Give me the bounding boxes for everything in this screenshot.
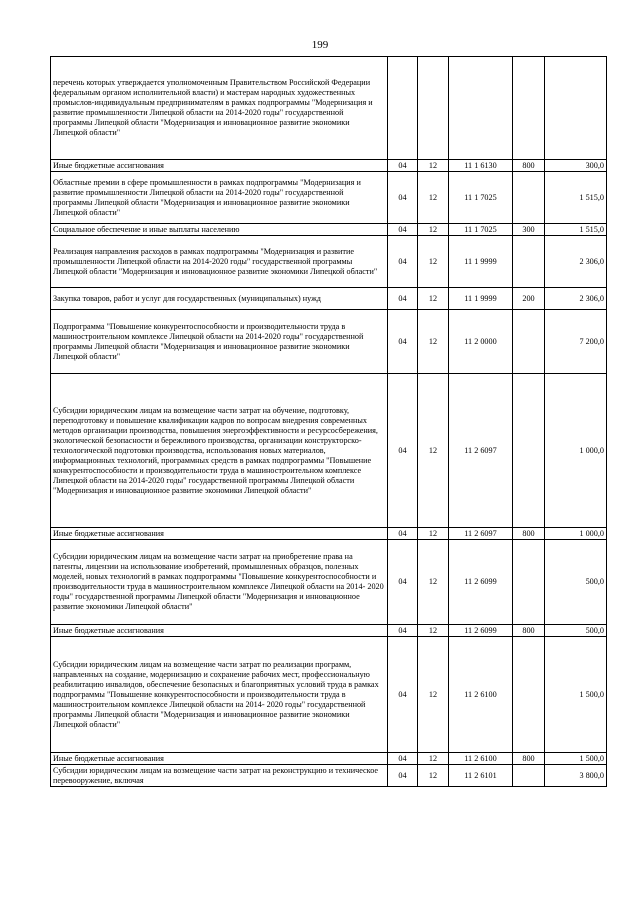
table-row [51, 753, 607, 765]
section-cell: 04 [388, 236, 418, 288]
expense-type-cell: 200 [513, 288, 545, 310]
table-row [51, 374, 607, 528]
target-article-cell: 11 2 6100 [449, 753, 513, 765]
amount-cell: 1 500,0 [545, 637, 607, 753]
subsection-cell: 12 [418, 540, 449, 625]
target-article-cell: 11 1 6130 [449, 160, 513, 172]
subsection-cell: 12 [418, 374, 449, 528]
section-cell: 04 [388, 637, 418, 753]
subsection-cell: 12 [418, 765, 449, 787]
expense-type-cell [513, 57, 545, 160]
table-row [51, 765, 607, 787]
description-cell: Субсидии юридическим лицам на возмещение части затрат на приобретение права на патенты, лицензии на использование изобретений, промышленных образцов, полезных моделей, новых технологий в рамках подпрограммы "Повышение конкурентоспособности и производительности труда в машиностроительном комплексе Липецкой области на 2014- 2020 годы" государственной программы Липецкой области "Модернизация и инновационное развитие экономики Липецкой области" [51, 540, 388, 625]
target-article-cell: 11 2 6097 [449, 374, 513, 528]
amount-cell [545, 57, 607, 160]
description-cell: Подпрограмма "Повышение конкурентоспособности и производительности труда в машиностроительном комплексе Липецкой области на 2014-2020 годы" государственной программы Липецкой области "Модернизация и инновационное развитие экономики Липецкой области" [51, 310, 388, 374]
expense-type-cell [513, 172, 545, 224]
subsection-cell: 12 [418, 288, 449, 310]
amount-cell: 300,0 [545, 160, 607, 172]
amount-cell: 500,0 [545, 540, 607, 625]
expense-type-cell [513, 637, 545, 753]
target-article-cell: 11 1 9999 [449, 288, 513, 310]
description-cell: Иные бюджетные ассигнования [51, 625, 388, 637]
section-cell: 04 [388, 540, 418, 625]
table-row [51, 625, 607, 637]
amount-cell: 2 306,0 [545, 288, 607, 310]
target-article-cell: 11 1 9999 [449, 236, 513, 288]
amount-cell: 3 800,0 [545, 765, 607, 787]
expense-type-cell [513, 765, 545, 787]
expense-type-cell: 800 [513, 753, 545, 765]
description-cell: Социальное обеспечение и иные выплаты населению [51, 224, 388, 236]
page-number: 199 [311, 39, 329, 51]
target-article-cell: 11 2 6099 [449, 625, 513, 637]
description-cell: Субсидии юридическим лицам на возмещение части затрат на обучение, подготовку, переподготовку и повышение квалификации кадров по вопросам внедрения современных методов организации производства, повышения энергоэффективности и ресурсосбережения, экологической безопасности и бережливого производства, организации конструкторско-технологической подготовки производства, использования новых материалов, информационных технологий, программных средств в рамках подпрограммы "Повышение конкурентоспособности и производительности труда в машиностроительном комплексе Липецкой области на 2014-2020 годы" государственной программы Липецкой области "Модернизация и инновационное развитие экономики Липецкой области" [51, 374, 388, 528]
expense-type-cell [513, 540, 545, 625]
target-article-cell: 11 1 7025 [449, 224, 513, 236]
table-row [51, 160, 607, 172]
budget-table [50, 56, 607, 787]
subsection-cell: 12 [418, 236, 449, 288]
section-cell: 04 [388, 224, 418, 236]
amount-cell: 1 000,0 [545, 528, 607, 540]
expense-type-cell: 300 [513, 224, 545, 236]
table-row [51, 224, 607, 236]
section-cell: 04 [388, 288, 418, 310]
section-cell [388, 57, 418, 160]
target-article-cell: 11 2 6101 [449, 765, 513, 787]
amount-cell: 1 515,0 [545, 172, 607, 224]
description-cell: Иные бюджетные ассигнования [51, 528, 388, 540]
expense-type-cell: 800 [513, 528, 545, 540]
subsection-cell: 12 [418, 310, 449, 374]
description-cell: Областные премии в сфере промышленности в рамках подпрограммы "Модернизация и развитие промышленности Липецкой области на 2014-2020 годы" государственной программы Липецкой области "Модернизация и инновационное развитие экономики Липецкой области" [51, 172, 388, 224]
target-article-cell: 11 2 6099 [449, 540, 513, 625]
table-row [51, 172, 607, 224]
subsection-cell: 12 [418, 753, 449, 765]
amount-cell: 2 306,0 [545, 236, 607, 288]
subsection-cell: 12 [418, 637, 449, 753]
description-cell: Иные бюджетные ассигнования [51, 753, 388, 765]
target-article-cell: 11 2 0000 [449, 310, 513, 374]
description-cell: Субсидии юридическим лицам на возмещение части затрат на реконструкцию и техническое перевооружение, включая [51, 765, 388, 787]
table-row [51, 540, 607, 625]
section-cell: 04 [388, 625, 418, 637]
description-cell: Реализация направления расходов в рамках подпрограммы "Модернизация и развитие промышленности Липецкой области на 2014-2020 годы" государственной программы Липецкой области "Модернизация и инновационное развитие экономики Липецкой области" [51, 236, 388, 288]
expense-type-cell [513, 310, 545, 374]
subsection-cell: 12 [418, 172, 449, 224]
description-cell: Субсидии юридическим лицам на возмещение части затрат по реализации программ, направленных на создание, модернизацию и сохранение рабочих мест, профессиональную реабилитацию инвалидов, обеспечение безопасных и благоприятных условий труда в рамках подпрограммы "Повышение конкурентоспособности и производительности труда в машиностроительном комплексе Липецкой области на 2014- 2020 годы" государственной программы Липецкой области "Модернизация и инновационное развитие экономики Липецкой области" [51, 637, 388, 753]
subsection-cell: 12 [418, 625, 449, 637]
section-cell: 04 [388, 528, 418, 540]
section-cell: 04 [388, 160, 418, 172]
subsection-cell: 12 [418, 224, 449, 236]
amount-cell: 500,0 [545, 625, 607, 637]
description-cell: перечень которых утверждается уполномоченным Правительством Российской Федерации федеральным органом исполнительной власти) и мастерам народных художественных промыслов-индивидуальным предпринимателям в рамках подпрограммы "Модернизация и развитие промышленности Липецкой области на 2014-2020 годы" государственной программы Липецкой области "Модернизация и инновационное развитие экономики Липецкой области" [51, 57, 388, 160]
amount-cell: 7 200,0 [545, 310, 607, 374]
section-cell: 04 [388, 753, 418, 765]
description-cell: Закупка товаров, работ и услуг для государственных (муниципальных) нужд [51, 288, 388, 310]
table-row [51, 528, 607, 540]
table-row [51, 57, 607, 160]
section-cell: 04 [388, 172, 418, 224]
subsection-cell: 12 [418, 528, 449, 540]
subsection-cell: 12 [418, 160, 449, 172]
target-article-cell: 11 1 7025 [449, 172, 513, 224]
amount-cell: 1 500,0 [545, 753, 607, 765]
section-cell: 04 [388, 310, 418, 374]
expense-type-cell: 800 [513, 160, 545, 172]
table-row [51, 637, 607, 753]
table-row [51, 236, 607, 288]
expense-type-cell [513, 374, 545, 528]
table-row [51, 288, 607, 310]
amount-cell: 1 515,0 [545, 224, 607, 236]
expense-type-cell [513, 236, 545, 288]
description-cell: Иные бюджетные ассигнования [51, 160, 388, 172]
amount-cell: 1 000,0 [545, 374, 607, 528]
target-article-cell: 11 2 6097 [449, 528, 513, 540]
section-cell: 04 [388, 374, 418, 528]
expense-type-cell: 800 [513, 625, 545, 637]
table-row [51, 310, 607, 374]
target-article-cell: 11 2 6100 [449, 637, 513, 753]
section-cell: 04 [388, 765, 418, 787]
target-article-cell [449, 57, 513, 160]
subsection-cell [418, 57, 449, 160]
